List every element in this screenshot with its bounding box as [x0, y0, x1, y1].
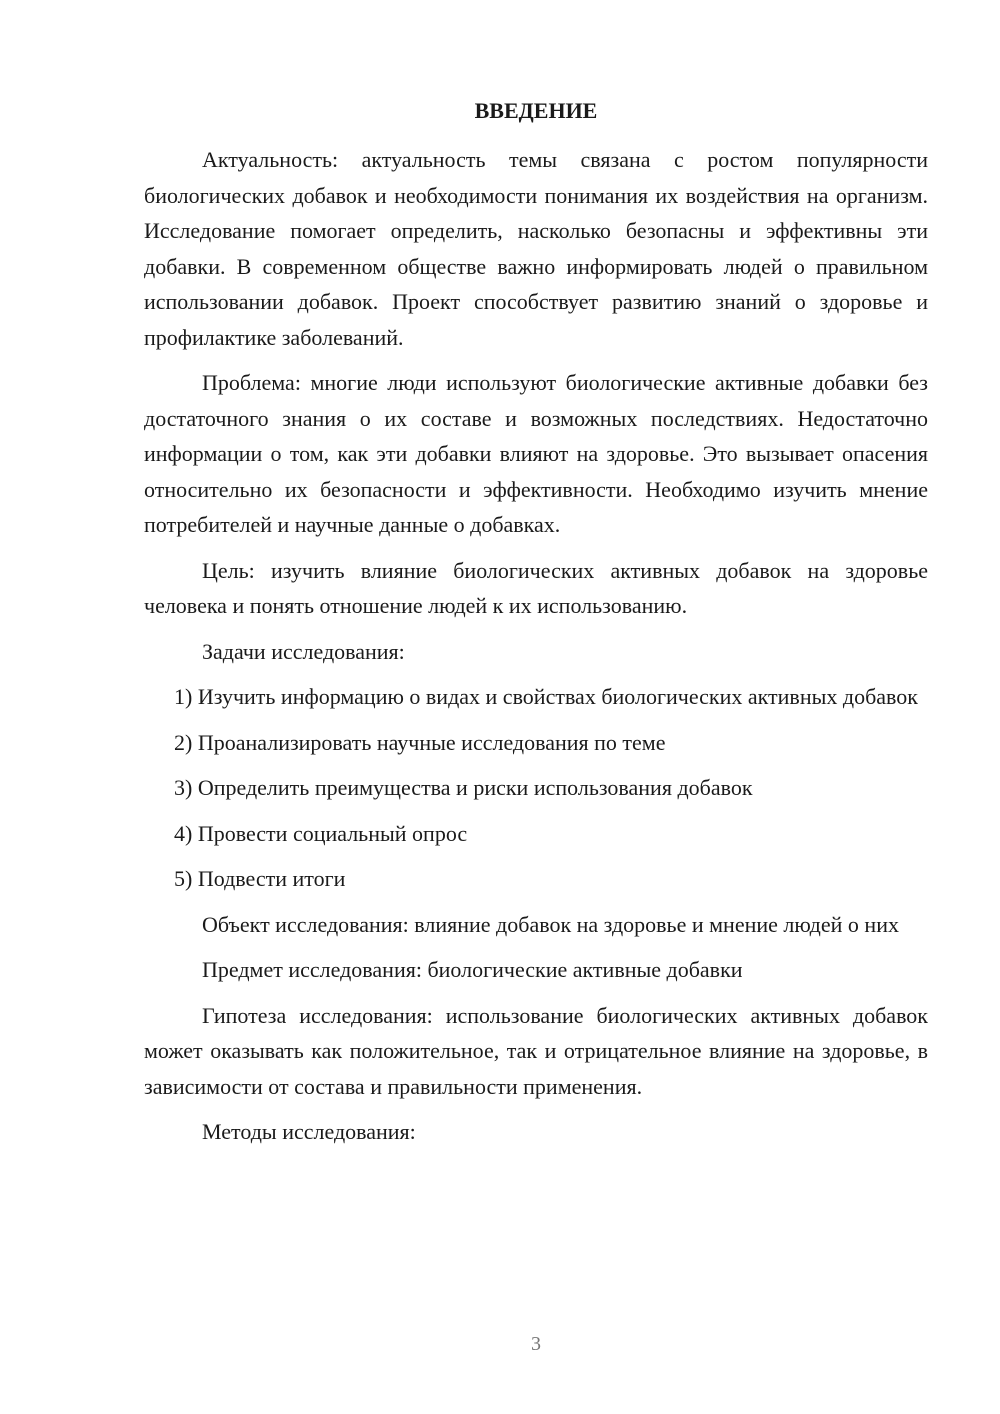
list-item-task-5: 5) Подвести итоги	[174, 866, 346, 891]
paragraph-hypothesis: Гипотеза исследования: использование биологических активных добавок может оказывать как положительное, так и отрицательное влияние на здоровье, в зависимости от состава и правильности применения.	[144, 1002, 928, 1099]
paragraph-tasks-heading: Задачи исследования:	[202, 638, 405, 664]
list-item-task-4: 4) Провести социальный опрос	[174, 820, 468, 846]
document-body	[144, 142, 928, 1160]
page-title: ВВЕДЕНИЕ	[474, 98, 598, 123]
paragraph-subject: Предмет исследования: биологические активные добавки	[202, 957, 743, 982]
list-item-task-2: 2) Проанализировать научные исследования по теме	[174, 729, 666, 755]
page-number: 3	[531, 1333, 541, 1355]
paragraph-object: Объект исследования: влияние добавок на здоровье и мнение людей о них	[202, 911, 899, 937]
paragraph-problem: Проблема: многие люди используют биологические активные добавки без достаточного знания о их составе и возможных последствиях. Недостаточно информации о том, как эти добавки влияют на здоровье. Это вызывает опасения относительно их безопасности и эффективности. Необходимо изучить мнение потребителей и научные данные о добавках.	[144, 370, 928, 537]
paragraph-methods-heading: Методы исследования:	[202, 1119, 416, 1144]
list-item-task-1: 1) Изучить информацию о видах и свойствах биологических активных добавок	[174, 684, 918, 709]
paragraph-goal: Цель: изучить влияние биологических активных добавок на здоровье человека и понять отношение людей к их использованию.	[144, 557, 928, 618]
paragraph-relevance: Актуальность: актуальность темы связана с ростом популярности биологических добавок и необходимости понимания их воздействия на организм. Исследование помогает определить, насколько безопасны и эффективны эти добавки. В современном обществе важно информировать людей о правильном использовании добавок. Проект способствует развитию знаний о здоровье и профилактике заболеваний.	[144, 147, 928, 350]
list-item-task-3: 3) Определить преимущества и риски использования добавок	[174, 775, 753, 800]
